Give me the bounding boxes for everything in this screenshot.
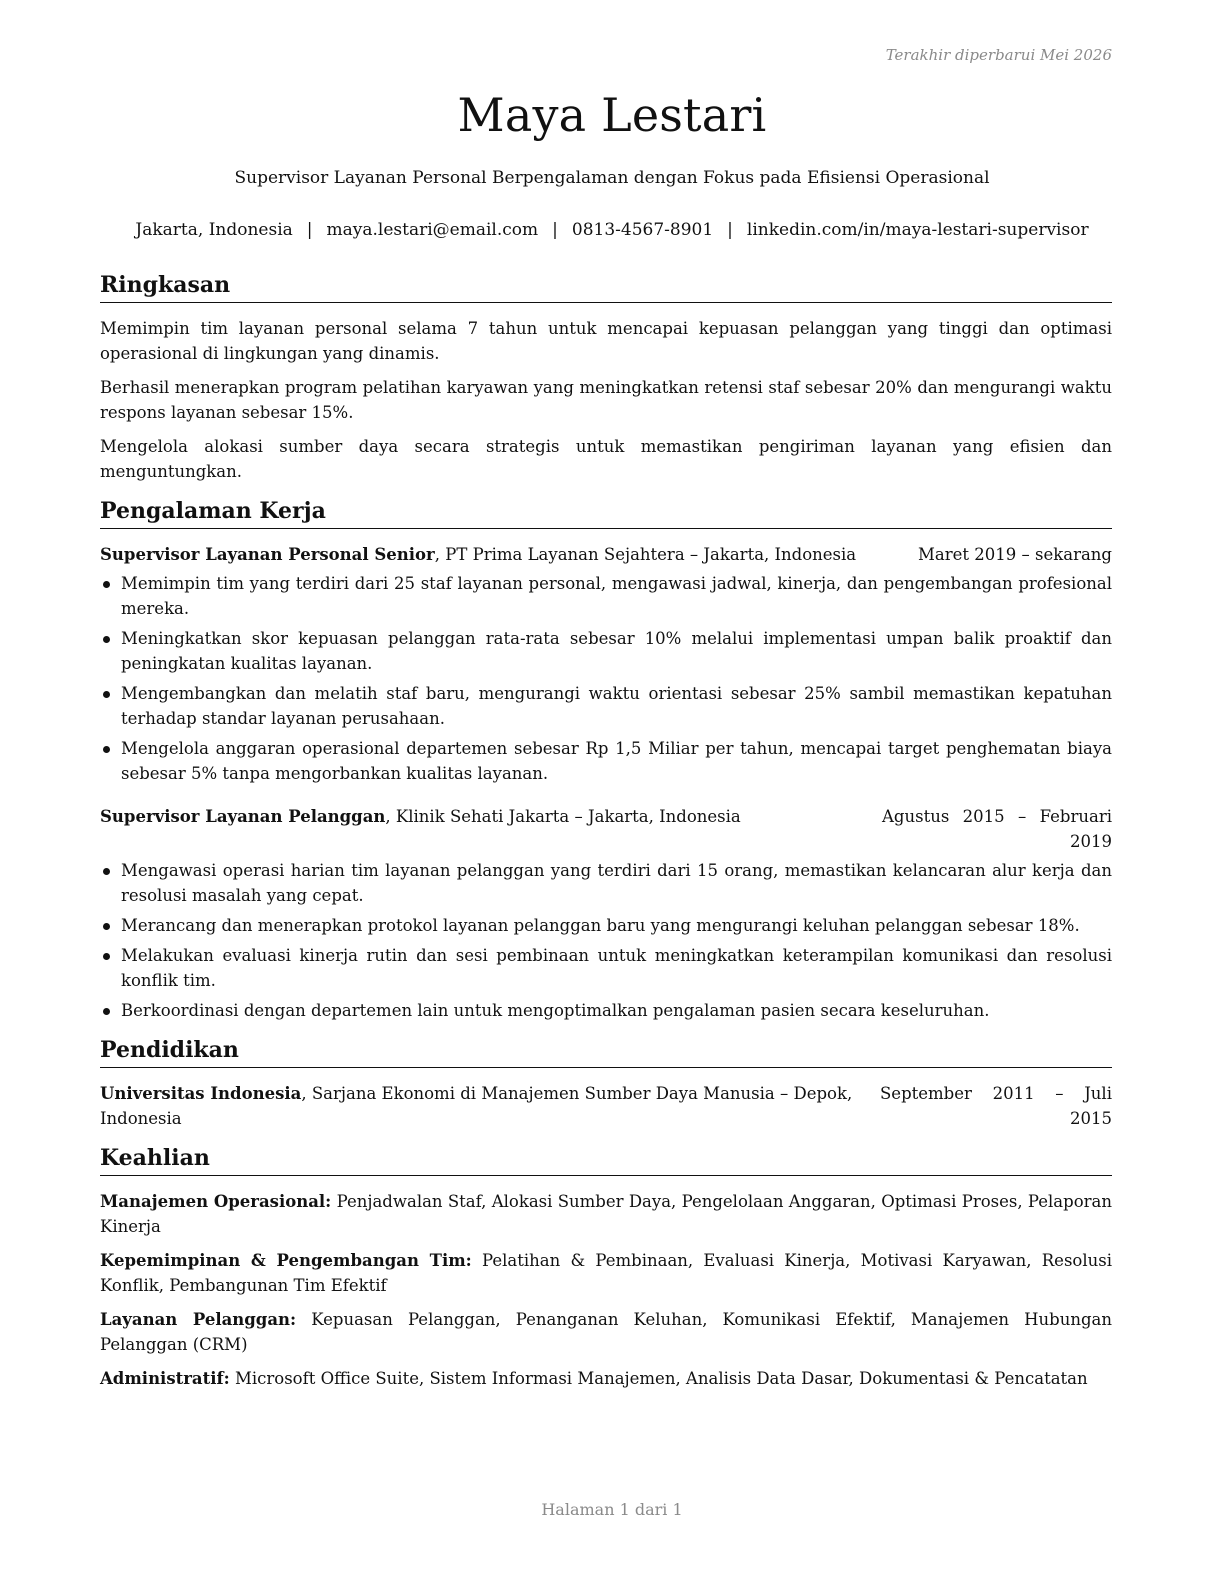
skill-group (100, 1307, 1112, 1357)
education-school: Universitas Indonesia (100, 1084, 302, 1103)
page-number: Halaman 1 dari 1 (541, 1500, 683, 1519)
bullet-icon (103, 691, 110, 698)
bullet-icon (103, 953, 110, 960)
job-role: Supervisor Layanan Personal Senior (100, 545, 435, 564)
skill-group-items: Pelatihan & Pembinaan, Evaluasi Kinerja, Motivasi Karyawan, Resolusi Konflik, Pembangunan Tim Efektif (100, 1251, 1112, 1295)
contact-phone: 0813-4567-8901 (571, 220, 714, 240)
job-bullet-text: Mengembangkan dan melatih staf baru, mengurangi waktu orientasi sebesar 25% sambil memastikan kepatuhan terhadap standar layanan perusahaan. (121, 684, 1112, 728)
job-entry (100, 542, 1112, 786)
candidate-name: Maya Lestari (457, 88, 767, 142)
job-dates: Agustus 2015 – Februari 2019 (882, 807, 1112, 851)
experience-section (100, 496, 1112, 1023)
bullet-icon (103, 581, 110, 588)
skill-group (100, 1366, 1112, 1391)
experience-body (100, 542, 1112, 1023)
job-bullet-text: Melakukan evaluasi kinerja rutin dan sesi pembinaan untuk meningkatkan keterampilan komunikasi dan resolusi konflik tim. (121, 946, 1112, 990)
education-body (100, 1081, 1112, 1131)
job-bullet (100, 736, 1112, 786)
job-company: , PT Prima Layanan Sejahtera – Jakarta, Indonesia (434, 545, 857, 564)
section-title-education: Pendidikan (100, 1035, 1112, 1068)
job-header (100, 542, 1112, 567)
skill-group-label: Kepemimpinan & Pengembangan Tim: (100, 1251, 472, 1270)
job-bullet (100, 913, 1112, 938)
job-company: , Klinik Sehati Jakarta – Jakarta, Indonesia (385, 807, 741, 826)
bullet-icon (103, 868, 110, 875)
last-updated: Terakhir diperbarui Mei 2026 (885, 46, 1112, 64)
education-entry (100, 1081, 1112, 1131)
skill-group-label: Administratif: (100, 1369, 230, 1388)
job-bullet (100, 681, 1112, 731)
summary-paragraph: Memimpin tim layanan personal selama 7 tahun untuk mencapai kepuasan pelanggan yang tinggi dan optimasi operasional di lingkungan yang dinamis. (100, 319, 1112, 363)
contact-separator: | (552, 220, 558, 240)
job-bullet (100, 998, 1112, 1023)
skills-body (100, 1189, 1112, 1391)
summary-paragraph: Berhasil menerapkan program pelatihan karyawan yang meningkatkan retensi staf sebesar 20% dan mengurangi waktu respons layanan sebesar 15%. (100, 378, 1112, 422)
job-bullet-text: Berkoordinasi dengan departemen lain untuk mengoptimalkan pengalaman pasien secara keseluruhan. (121, 1001, 990, 1020)
candidate-tagline: Supervisor Layanan Personal Berpengalaman dengan Fokus pada Efisiensi Operasional (234, 168, 990, 188)
job-bullet-list (100, 858, 1112, 1023)
bullet-icon (103, 923, 110, 930)
job-bullet (100, 571, 1112, 621)
job-title-line (100, 542, 902, 567)
bullet-icon (103, 746, 110, 753)
job-bullet-text: Memimpin tim yang terdiri dari 25 staf layanan personal, mengawasi jadwal, kinerja, dan pengembangan profesional mereka. (121, 574, 1112, 618)
summary-body (100, 316, 1112, 484)
section-title-summary: Ringkasan (100, 270, 1112, 303)
job-dates: Maret 2019 – sekarang (918, 545, 1112, 564)
skill-group-items: Penjadwalan Staf, Alokasi Sumber Daya, Pengelolaan Anggaran, Optimasi Proses, Pelaporan Kinerja (100, 1192, 1112, 1236)
contact-email[interactable]: maya.lestari@email.com (326, 220, 539, 240)
section-title-skills: Keahlian (100, 1143, 1112, 1176)
resume-content (100, 270, 1112, 1403)
job-bullet-text: Meningkatkan skor kepuasan pelanggan rata-rata sebesar 10% melalui implementasi umpan balik proaktif dan peningkatan kualitas layanan. (121, 629, 1112, 673)
bullet-icon (103, 1008, 110, 1015)
job-bullet (100, 943, 1112, 993)
job-title-line (100, 804, 866, 829)
summary-paragraph: Mengelola alokasi sumber daya secara strategis untuk memastikan pengiriman layanan yang efisien dan menguntungkan. (100, 437, 1112, 481)
education-section (100, 1035, 1112, 1131)
job-entry (100, 804, 1112, 1023)
job-bullet (100, 626, 1112, 676)
job-bullet-text: Merancang dan menerapkan protokol layanan pelanggan baru yang mengurangi keluhan pelanggan sebesar 18%. (121, 916, 1080, 935)
skill-group-items: Kepuasan Pelanggan, Penanganan Keluhan, Komunikasi Efektif, Manajemen Hubungan Pelanggan (CRM) (100, 1310, 1112, 1354)
contact-location: Jakarta, Indonesia (135, 220, 293, 240)
contact-line (0, 220, 1224, 240)
skill-group-label: Layanan Pelanggan: (100, 1310, 297, 1329)
skills-section (100, 1143, 1112, 1391)
bullet-icon (103, 636, 110, 643)
education-title-line (100, 1081, 880, 1131)
job-bullet-text: Mengelola anggaran operasional departemen sebesar Rp 1,5 Miliar per tahun, mencapai target penghematan biaya sebesar 5% tanpa mengorbankan kualitas layanan. (121, 739, 1112, 783)
job-bullet (100, 858, 1112, 908)
skill-group (100, 1248, 1112, 1298)
job-role: Supervisor Layanan Pelanggan (100, 807, 386, 826)
job-bullet-list (100, 571, 1112, 786)
section-title-experience: Pengalaman Kerja (100, 496, 1112, 529)
skill-group (100, 1189, 1112, 1239)
job-bullet-text: Mengawasi operasi harian tim layanan pelanggan yang terdiri dari 15 orang, memastikan kelancaran alur kerja dan resolusi masalah yang cepat. (121, 861, 1112, 905)
skill-group-items: Microsoft Office Suite, Sistem Informasi Manajemen, Analisis Data Dasar, Dokumentasi & Pencatatan (229, 1369, 1088, 1388)
contact-separator: | (306, 220, 313, 240)
summary-section (100, 270, 1112, 484)
job-header (100, 804, 1112, 854)
contact-separator: | (727, 220, 733, 240)
contact-linkedin[interactable]: linkedin.com/in/maya-lestari-supervisor (746, 220, 1089, 240)
education-detail: , Sarjana Ekonomi di Manajemen Sumber Daya Manusia – Depok, Indonesia (100, 1084, 853, 1128)
education-dates: September 2011 – Juli 2015 (880, 1084, 1112, 1128)
skill-group-label: Manajemen Operasional: (100, 1192, 332, 1211)
